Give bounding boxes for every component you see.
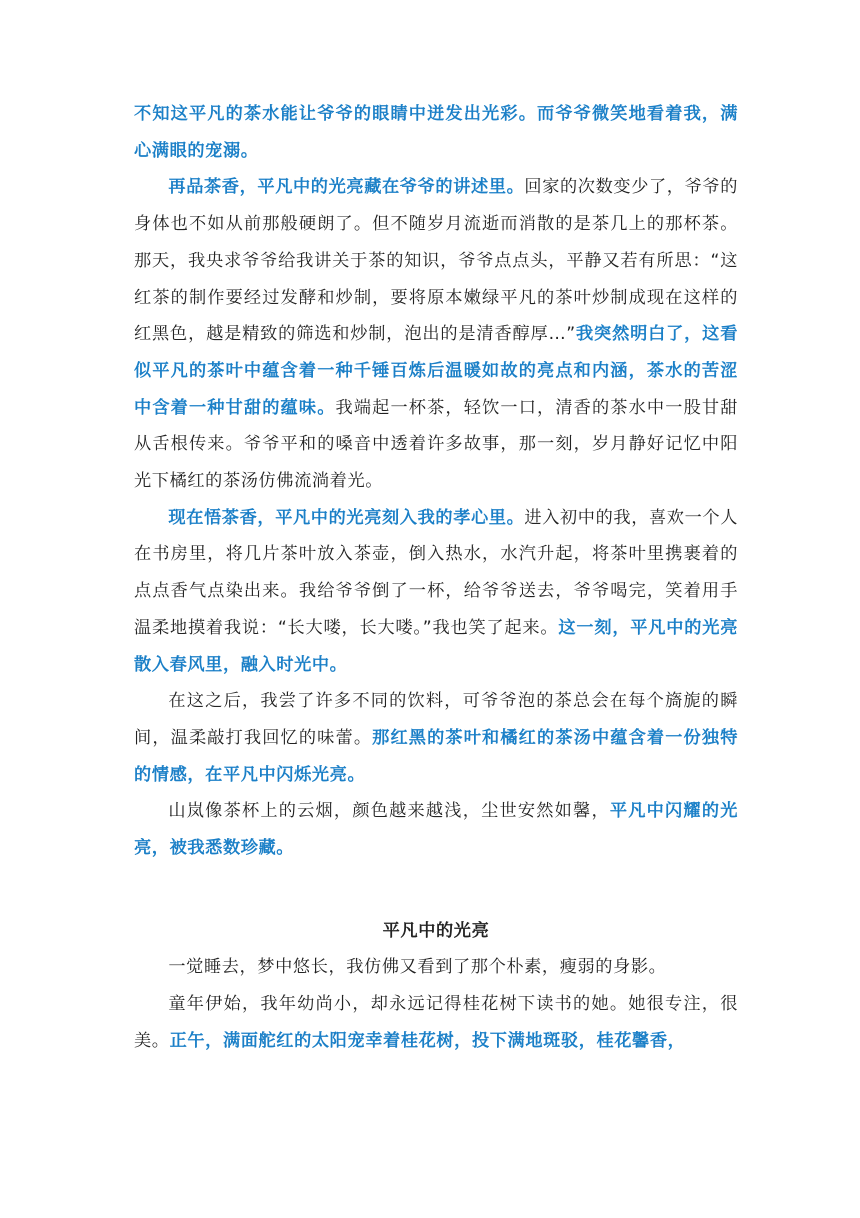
body-text: 在这之后，我尝了许多不同的饮料，可爷爷泡的茶总会在每个旖旎的瞬间，温柔敲打我回忆的味蕾。 (134, 691, 738, 748)
paragraph-4 (134, 683, 738, 793)
body-text: 我端起一杯茶，轻饮一口，清香的茶水中一股甘甜从舌根传来。爷爷平和的嗓音中透着许多故事，那一刻，岁月静好记忆中阳光下橘红的茶汤仿佛流淌着光。 (134, 397, 738, 492)
body-text: 童年伊始，我年幼尚小，却永远记得桂花树下读书的她。她很专注，很美。 (134, 994, 738, 1051)
body-text: 回家的次数变少了，爷爷的身体也不如从前那般硬朗了。但不随岁月流逝而消散的是茶几上的那杯茶。那天，我央求爷爷给我讲关于茶的知识，爷爷点点头，平静又若有所思：“这红茶的制作要经过发酵和炒制，要将原本嫩绿平凡的茶叶炒制成现在这样的红黑色，越是精致的筛选和炒制，泡出的是清香醇厚…” (134, 177, 738, 345)
paragraph-2 (134, 169, 738, 499)
body-text: 一觉睡去，梦中悠长，我仿佛又看到了那个朴素，瘦弱的身影。 (168, 957, 667, 978)
highlight-sentence: 现在悟茶香，平凡中的光亮刻入我的孝心里。 (168, 507, 525, 528)
highlight-sentence: 平凡中闪耀的光亮，被我悉数珍藏。 (134, 801, 738, 859)
essay-title: 平凡中的光亮 (382, 920, 490, 941)
highlight-sentence: 正午，满面舵红的太阳宠幸着桂花树，投下满地斑驳，桂花馨香， (169, 1030, 686, 1051)
highlight-sentence: 不知这平凡的茶水能让爷爷的眼睛中迸发出光彩。而爷爷微笑地看着我，满心满眼的宠溺。 (134, 104, 738, 161)
highlight-sentence: 这一刻，平凡中的光亮散入春风里，融入时光中。 (134, 617, 738, 675)
highlight-sentence: 那红黑的茶叶和橘红的茶汤中蕴含着一份独特的情感，在平凡中闪烁光亮。 (134, 727, 738, 785)
paragraph-5 (134, 793, 738, 866)
paragraph-3 (134, 500, 738, 684)
paragraph-6 (134, 949, 738, 986)
paragraph-1 (134, 96, 738, 169)
highlight-sentence: 再品茶香，平凡中的光亮藏在爷爷的讲述里。 (168, 177, 525, 198)
body-text: 山岚像茶杯上的云烟，颜色越来越浅，尘世安然如馨， (168, 801, 610, 822)
body-text: 进入初中的我，喜欢一个人在书房里，将几片茶叶放入茶壶，倒入热水，水汽升起，将茶叶里携裹着的点点香气点染出来。我给爷爷倒了一杯，给爷爷送去，爷爷喝完，笑着用手温柔地摸着我说：“长大喽，长大喽。”我也笑了起来。 (134, 507, 738, 638)
essay-text (134, 96, 738, 1060)
highlight-sentence: 我突然明白了，这看似平凡的茶叶中蕴含着一种千锤百炼后温暖如故的亮点和内涵，茶水的苦涩中含着一种甘甜的蕴味。 (134, 324, 738, 418)
paragraph-7 (134, 986, 738, 1059)
